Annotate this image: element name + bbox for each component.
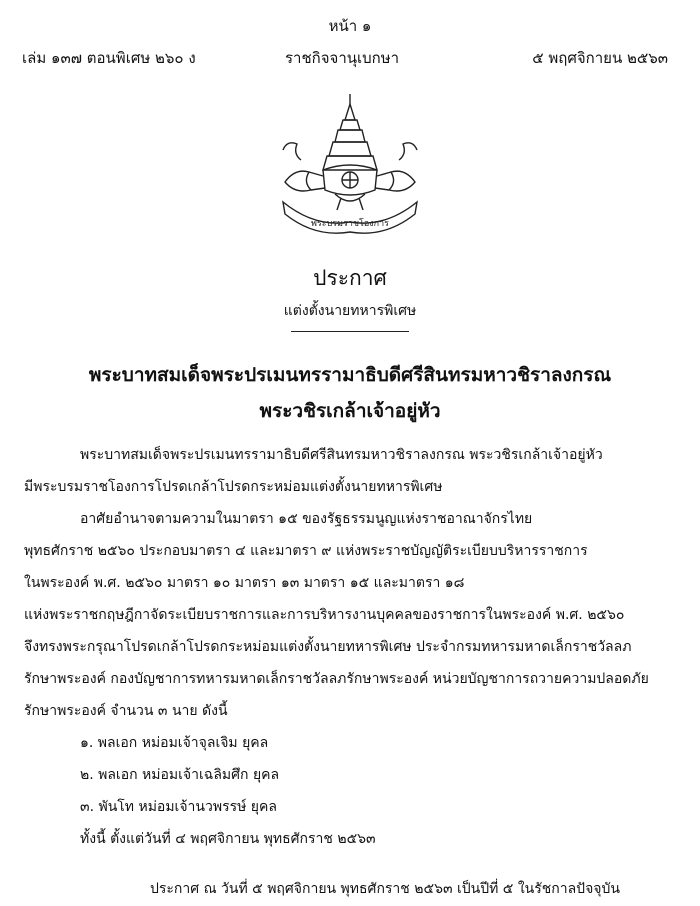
paragraph-2-line: แห่งพระราชกฤษฎีกาจัดระเบียบราชการและการบริหารงานบุคคลของราชการในพระองค์ พ.ศ. ๒๕๖๐ xyxy=(24,607,625,623)
appointee-list-item: ๒. พลเอก หม่อมเจ้าเฉลิมศึก ยุคล xyxy=(80,767,280,783)
closing-statement: ประกาศ ณ วันที่ ๕ พฤศจิกายน พุทธศักราช ๒๕๖๓ เป็นปีที่ ๕ ในรัชกาลปัจจุบัน xyxy=(150,881,620,897)
announcement-subtitle: แต่งตั้งนายทหารพิเศษ xyxy=(283,303,417,319)
king-name-line-1: พระบาทสมเด็จพระปรเมนทรรามาธิบดีศรีสินทรมหาวชิราลงกรณ xyxy=(88,364,612,386)
paragraph-2-line: รักษาพระองค์ กองบัญชาการทหารมหาดเล็กราชวัลลภรักษาพระองค์ หน่วยบัญชาการถวายความปลอดภัย xyxy=(24,671,649,687)
royal-seal-emblem-icon xyxy=(265,90,435,238)
paragraph-2-line: พุทธศักราช ๒๕๖๐ ประกอบมาตรา ๔ และมาตรา ๙ แห่งพระราชบัญญัติระเบียบบริหารราชการ xyxy=(24,543,588,559)
effective-date: ทั้งนี้ ตั้งแต่วันที่ ๔ พฤศจิกายน พุทธศักราช ๒๕๖๓ xyxy=(80,831,376,847)
king-name-line-2: พระวชิรเกล้าเจ้าอยู่หัว xyxy=(259,400,441,422)
title-divider xyxy=(291,331,409,332)
publication-date: ๕ พฤศจิกายน ๒๕๖๓ xyxy=(532,49,668,67)
paragraph-2-line: อาศัยอำนาจตามความในมาตรา ๑๕ ของรัฐธรรมนูญแห่งราชอาณาจักรไทย xyxy=(80,511,533,527)
page-number: หน้า ๑ xyxy=(328,17,372,35)
appointee-list-item: ๑. พลเอก หม่อมเจ้าจุลเจิม ยุคล xyxy=(80,735,269,751)
volume-info: เล่ม ๑๓๗ ตอนพิเศษ ๒๖๐ ง xyxy=(22,49,196,67)
announcement-title: ประกาศ xyxy=(313,266,387,290)
paragraph-2-line: รักษาพระองค์ จำนวน ๓ นาย ดังนี้ xyxy=(24,703,228,719)
svg-text:พระบรมราชโองการ: พระบรมราชโองการ xyxy=(310,219,390,229)
paragraph-2-line: จึงทรงพระกรุณาโปรดเกล้าโปรดกระหม่อมแต่งตั้งนายทหารพิเศษ ประจำกรมทหารมหาดเล็กราชวัลลภ xyxy=(24,639,632,655)
paragraph-1-line: พระบาทสมเด็จพระปรเมนทรรามาธิบดีศรีสินทรมหาวชิราลงกรณ พระวชิรเกล้าเจ้าอยู่หัว xyxy=(80,447,603,463)
paragraph-1-line: มีพระบรมราชโองการโปรดเกล้าโปรดกระหม่อมแต่งตั้งนายทหารพิเศษ xyxy=(24,479,443,495)
paragraph-2-line: ในพระองค์ พ.ศ. ๒๕๖๐ มาตรา ๑๐ มาตรา ๑๓ มาตรา ๑๕ และมาตรา ๑๘ xyxy=(24,575,465,591)
publication-name: ราชกิจจานุเบกษา xyxy=(285,49,400,67)
appointee-list-item: ๓. พันโท หม่อมเจ้านวพรรษ์ ยุคล xyxy=(80,799,277,815)
